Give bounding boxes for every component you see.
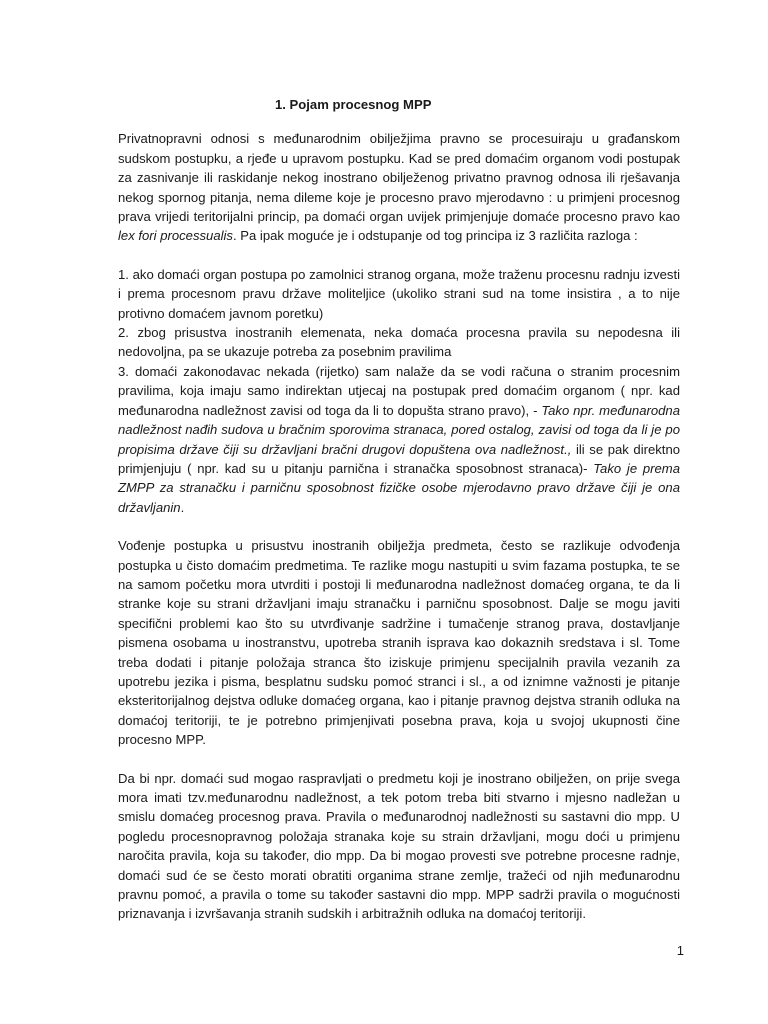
reason-3-example-2: Tako je prema ZMPP za stranačku i parničnu sposobnost fizičke osobe mjerodavno pravo države čiji je ona državljanin (118, 460, 680, 515)
page-number: 1 (676, 943, 684, 958)
paragraph-gap (118, 517, 680, 536)
reason-3-text-a: 3. domaći zakonodavac nekada (rijetko) sam nalaže da se vodi računa o stranim procesnim pravilima, koja imaju samo indirektan utjecaj na postupak pred domaćim organom ( npr. kad međunarodna nadležnost zavisi od toga da li to dopušta strano pravo), - (118, 363, 680, 418)
intro-latin-term: lex fori processualis (118, 228, 233, 244)
intro-paragraph (118, 129, 680, 245)
paragraph-gap (118, 246, 680, 265)
reason-3-example-1: Tako npr. međunarodna nadležnost nađih sudova u bračnim sporovima stranaca, pored ostalog, zavisi od toga da li je po propisima države čiji su državljani bračni drugovi dopuštena ova nadležnost., (118, 402, 680, 457)
intro-text-a: Privatnopravni odnosi s međunarodnim obilježjima pravno se procesuiraju u građanskom sudskom postupku, a rjeđe u upravom postupku. Kad se pred domaćim organom vodi postupak za zasnivanje ili raskidanje nekog inostrano obilježenog privatno pravnog odnosa ili rješavanja nekog spornog pitanja, nema dileme koje je procesno pravo mjerodavno : u primjeni procesnog prava vrijedi teritorijalni princip, pa domaći organ uvijek primjenjuje domaće procesno pravo kao (118, 131, 680, 225)
intro-text-b: . Pa ipak moguće je i odstupanje od tog principa iz 3 različita razloga : (232, 228, 638, 244)
document-body (118, 95, 680, 924)
reason-3-text-c: . (180, 499, 185, 515)
paragraph-2: Vođenje postupka u prisustvu inostranih obilježja predmeta, često se razlikuje odvođenja postupka u čisto domaćim predmetima. Te razlike mogu nastupiti u svim fazama postupka, te se na samom početku mora utvrditi i postoji li međunarodna nadležnost domaćeg organa, te da li stranke koje su strani državljani imaju stranačku i parničnu sposobnost. Dalje se mogu javiti specifični problemi kao što su utvrđivanje sadržine i tumačenje stranog prava, dostavljanje pismena osobama u inostranstvu, upotreba stranih isprava kao dokaznih sredstava i sl. Tome treba dodati i pitanje položaja stranca što iziskuje primjenu specijalnih pravila vezanih za upotrebu jezika i pisma, besplatnu sudsku pomoć stranci i sl., a od iznimne važnosti je pitanje eksteritorijalnog dejstva odluke domaćeg organa, kao i pitanje pravnog dejstva stranih odluka na domaćoj teritoriji, te je potrebno primjenjivati posebna prava, koja u svojoj ukupnosti čine procesno MPP. (118, 538, 680, 748)
section-title: 1. Pojam procesnog MPP (275, 97, 432, 112)
reason-3-text-b: ili se pak direktno primjenjuju ( npr. kad su u pitanju parnična i stranačka sposobnost stranaca)- (118, 441, 681, 476)
reason-2: 2. zbog prisustva inostranih elemenata, neka domaća procesna pravila su nepodesna ili nedovoljna, pa se ukazuje potreba za posebnim pravilima (118, 325, 680, 360)
paragraph-3: Da bi npr. domaći sud mogao raspravljati o predmetu koji je inostrano obilježen, on prije svega mora imati tzv.međunarodnu nadležnost, a tek potom treba biti stvarno i mjesno nadležan u smislu domaćeg procesnog prava. Pravila o međunarodnoj nadležnosti su sastavni dio mpp. U pogledu procesnopravnog položaja stranaka koje su strain državljani, mogu doći u primjenu naročita pravila, koja su također, dio mpp. Da bi mogao provesti sve potrebne procesne radnje, domaći sud će se često morati obratiti organima strane zemlje, tražeći od njih međunarodnu pravnu pomoć, a pravila o tome su također sastavni dio mpp. MPP sadrži pravila o mogućnosti priznavanja i izvršavanja stranih sudskih i arbitražnih odluka na domaćoj teritoriji. (118, 770, 680, 922)
reason-1: 1. ako domaći organ postupa po zamolnici stranog organa, može traženu procesnu radnju izvesti i prema procesnom pravu države moliteljice (ukoliko strani sud na tome insistira , a to nije protivno domaćem javnom poretku) (118, 266, 680, 321)
reason-3 (118, 362, 680, 517)
paragraph-gap (118, 750, 680, 769)
